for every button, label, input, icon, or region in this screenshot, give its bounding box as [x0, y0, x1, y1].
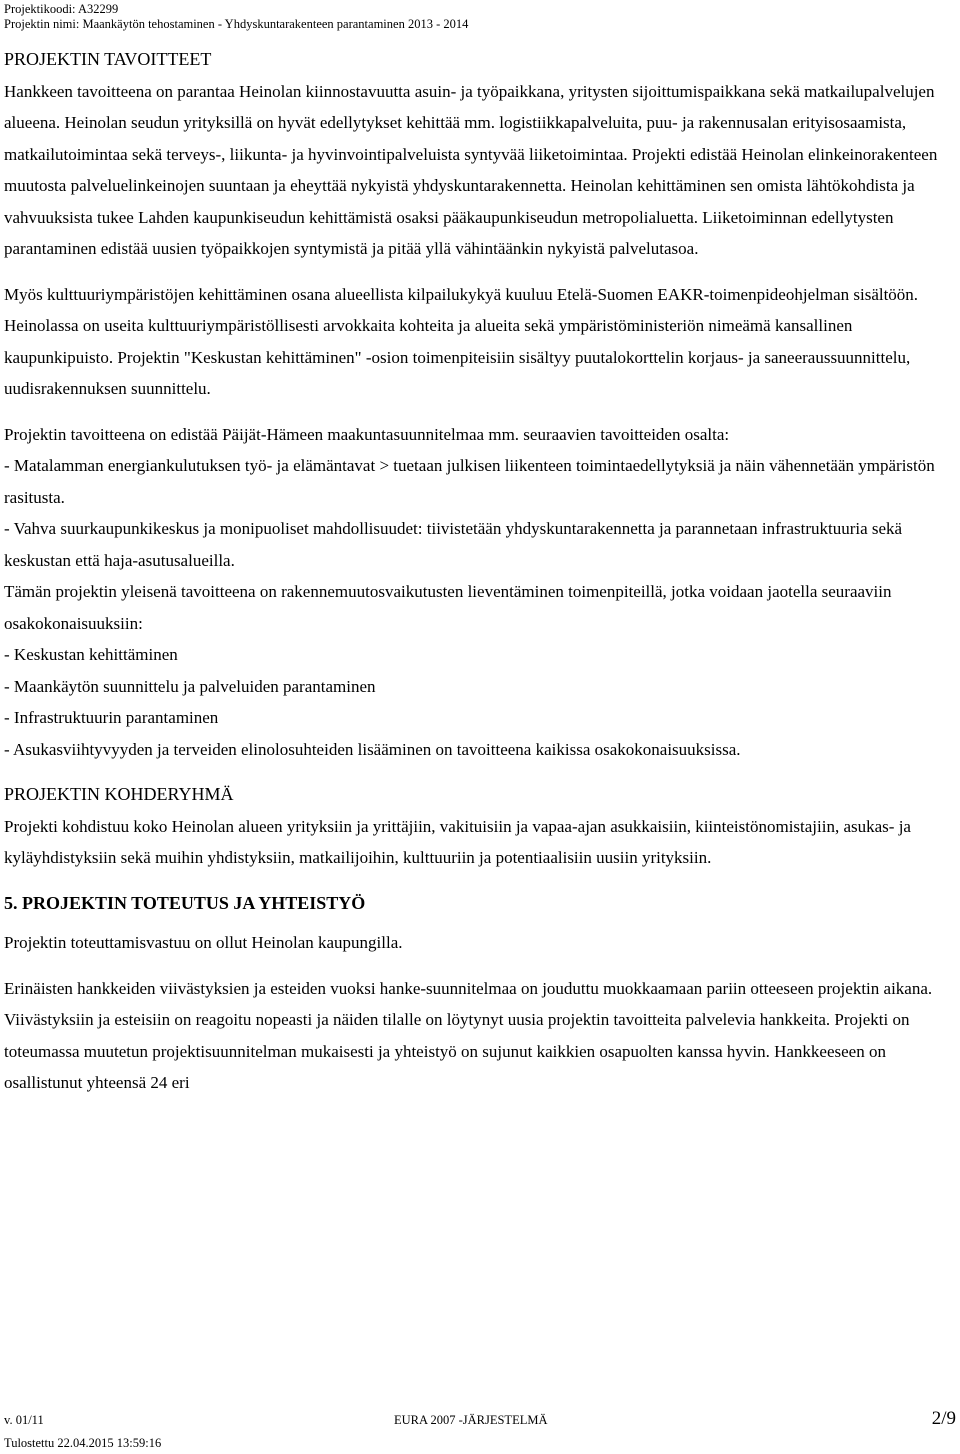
project-code: Projektikoodi: A32299	[4, 2, 119, 16]
goals-line: Tämän projektin yleisenä tavoitteena on rakennemuutosvaikutusten lieventäminen toimenpiteillä, jotka voidaan jaotella seuraaviin osakokonaisuuksiin:	[4, 582, 892, 633]
system-name: EURA 2007 -JÄRJESTELMÄ	[394, 1413, 548, 1427]
goals-paragraph-3	[4, 419, 958, 766]
goals-bullet: - Matalamman energiankulutuksen työ- ja elämäntavat > tuetaan julkisen liikenteen toimintaedellytyksiä ja näin vähennetään ympäristön rasitusta.	[4, 456, 935, 507]
page-number: 2/9	[931, 1408, 956, 1429]
section-heading-target-group: PROJEKTIN KOHDERYHMÄ	[4, 784, 234, 804]
project-name: Projektin nimi: Maankäytön tehostaminen - Yhdyskuntarakenteen parantaminen 2013 - 2014	[4, 17, 469, 31]
section-heading-goals: PROJEKTIN TAVOITTEET	[4, 49, 212, 69]
section-heading-implementation: 5. PROJEKTIN TOTEUTUS JA YHTEISTYÖ	[4, 892, 366, 913]
goals-bullet: - Vahva suurkaupunkikeskus ja monipuoliset mahdollisuudet: tiivistetään yhdyskuntarakennetta ja parannetaan infrastruktuuria sekä keskustan että haja-asutusalueilla.	[4, 519, 903, 570]
target-group-paragraph: Projekti kohdistuu koko Heinolan alueen yrityksiin ja yrittäjiin, vakituisiin ja vapaa-ajan asukkaisiin, kiinteistönomistajiin, asukas- ja kyläyhdistyksiin sekä muihin yhdistyksiin, matkailijoihin, kulttuuriin ja potentiaalisiin uusiin yrityksiin.	[4, 816, 911, 867]
goals-bullet: - Infrastruktuurin parantaminen	[4, 708, 219, 727]
print-timestamp: Tulostettu 22.04.2015 13:59:16	[4, 1436, 162, 1450]
implementation-paragraph-2: Erinäisten hankkeiden viivästyksien ja esteiden vuoksi hanke-suunnitelmaa on jouduttu muokkaamaan pariin otteeseen projektin aikana. Viivästyksiin ja esteisiin on reagoitu nopeasti ja näiden tilalle on löytynyt uusia projektin tavoitteita palvelevia hankkeita. Projekti on toteumassa muutetun projektisuunnitelman mukaisesti ja yhteistyö on sujunut kaikkien osapuolten kanssa hyvin. Hankkeeseen on osallistunut yhteensä 24 eri	[4, 978, 933, 1092]
goals-bullet: - Keskustan kehittäminen	[4, 645, 178, 664]
goals-paragraph-1: Hankkeen tavoitteena on parantaa Heinolan kiinnostavuutta asuin- ja työpaikkana, yritysten sijoittumispaikkana sekä matkailupalvelujen alueena. Heinolan seudun yrityksillä on hyvät edellytykset kehittää mm. logistiikkapalveluita, puu- ja rakennusalan erityisosaamista, matkailutoimintaa sekä terveys-, liikunta- ja hyvinvointipalveluista syntyvää liiketoimintaa. Projekti edistää Heinolan elinkeinorakenteen muutosta palveluelinkeinojen suuntaan ja eheyttää nykyistä yhdyskuntarakennetta. Heinolan kehittäminen sen omista lähtökohdista ja vahvuuksista tukee Lahden kaupunkiseudun kehittämistä osaksi pääkaupunkiseudun metropolialuetta. Liiketoiminnan edellytysten parantaminen edistää uusien työpaikkojen syntymistä ja pitää yllä vähintäänkin nykyistä palvelutasoa.	[4, 81, 938, 258]
goals-paragraph-2: Myös kulttuuriympäristöjen kehittäminen osana alueellista kilpailukykyä kuuluu Etelä-Suomen EAKR-toimenpideohjelman sisältöön. Heinolassa on useita kulttuuriympäristöllisesti arvokkaita kohteita ja alueita sekä ympäristöministeriön nimeämä kansallinen kaupunkipuisto. Projektin "Keskustan kehittäminen" -osion toimenpiteisiin sisältyy puutalokorttelin korjaus- ja saneeraussuunnittelu, uudisrakennuksen suunnittelu.	[4, 284, 919, 398]
implementation-paragraph-1: Projektin toteuttamisvastuu on ollut Heinolan kaupungilla.	[4, 933, 403, 952]
document-body	[4, 44, 958, 1099]
goals-bullet: - Maankäytön suunnittelu ja palveluiden parantaminen	[4, 676, 376, 696]
page-header	[4, 2, 468, 32]
goals-line: Projektin tavoitteena on edistää Päijät-Hämeen maakuntasuunnitelmaa mm. seuraavien tavoitteiden osalta:	[4, 424, 730, 444]
page-footer	[4, 1410, 960, 1454]
goals-bullet: - Asukasviihtyvyyden ja terveiden elinolosuhteiden lisääminen on tavoitteena kaikissa osakokonaisuuksissa.	[4, 739, 741, 759]
form-version: v. 01/11	[4, 1413, 44, 1427]
